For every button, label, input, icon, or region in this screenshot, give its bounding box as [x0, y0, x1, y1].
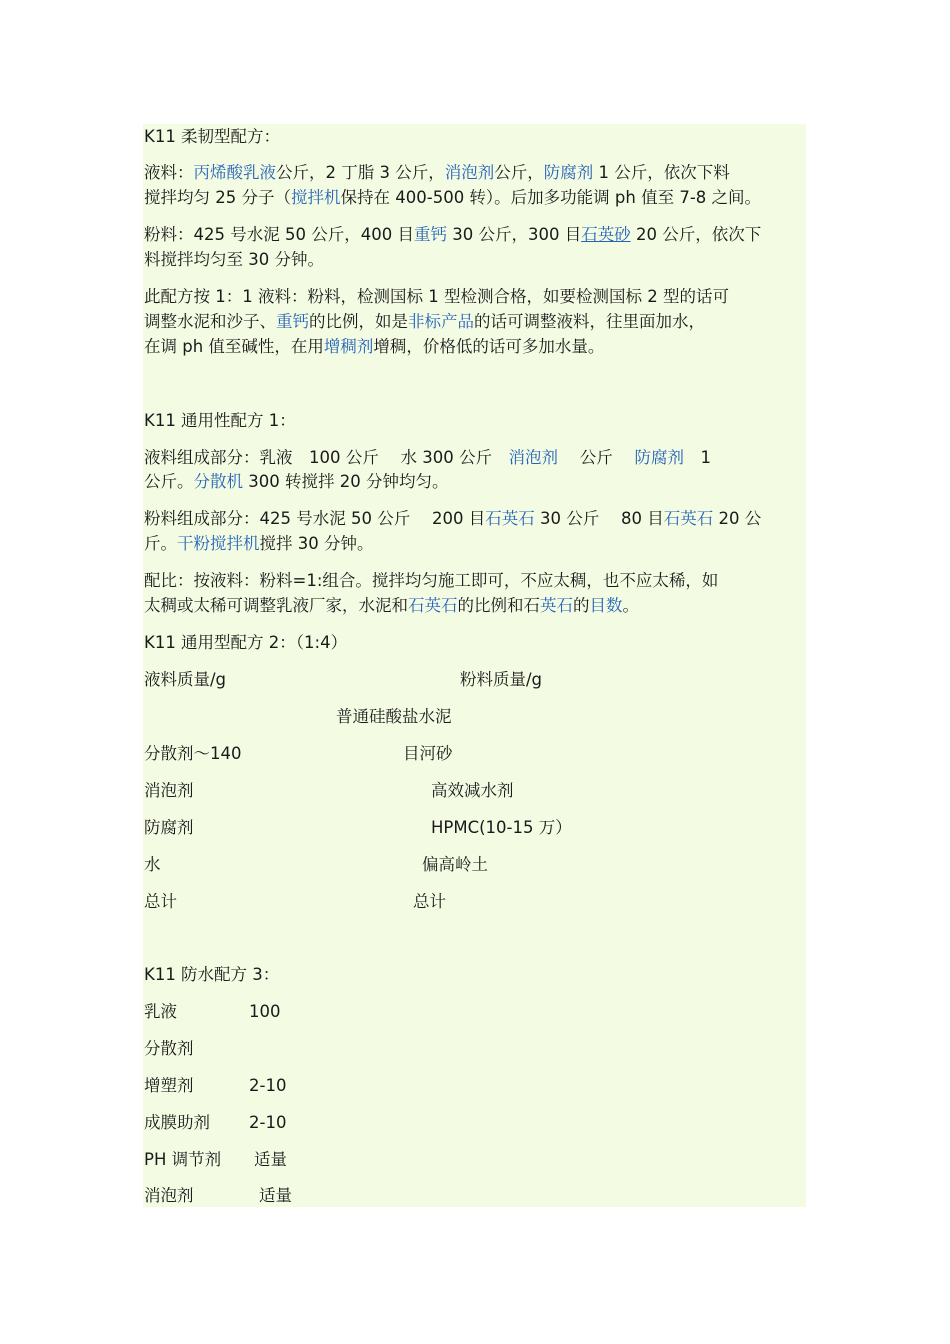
link-heavy-calcium[interactable]: 重钙 [413, 225, 447, 244]
list-item-name: 乳液 [144, 1002, 177, 1021]
section3-title: K11 通用型配方 2：（1:4） [144, 633, 348, 652]
list-item-name: PH 调节剂 [144, 1150, 222, 1169]
link-thickener[interactable]: 增稠剂 [323, 337, 374, 356]
list-item-name: 成膜助剂 [144, 1113, 210, 1132]
s2-line4: 斤。干粉搅拌机搅拌 30 分钟。 [144, 534, 374, 553]
table-row-right: 总计 [413, 892, 446, 911]
list-item-value: 适量 [254, 1150, 287, 1169]
link-defoamer-2[interactable]: 消泡剂 [508, 448, 558, 467]
list-item-value: 100 [249, 1002, 281, 1021]
link-mesh-number[interactable]: 目数 [589, 596, 623, 615]
s2-line5: 配比：按液料：粉料=1:组合。搅拌均匀施工即可，不应太稠，也不应太稀，如 [144, 571, 719, 590]
table-row-left: 总计 [144, 892, 177, 911]
list-item-name: 消泡剂 [144, 1186, 194, 1205]
link-acrylic-emulsion[interactable]: 丙烯酸乳液 [193, 163, 276, 182]
link-mixer[interactable]: 搅拌机 [291, 188, 341, 207]
liquid-mass-header: 液料质量/g [144, 670, 227, 689]
table-row-left: 水 [144, 855, 161, 874]
link-quartz-stone-4[interactable]: 英石 [540, 596, 573, 615]
link-quartz-sand[interactable]: 石英砂 [581, 225, 631, 244]
s2-line6: 太稠或太稀可调整乳液厂家，水泥和石英石的比例和石英石的目数。 [144, 596, 639, 615]
table-row-left: 防腐剂 [144, 818, 194, 837]
s1-line6: 调整水泥和沙子、重钙的比例，如是非标产品的话可调整液料，往里面加水， [144, 312, 705, 331]
list-item-value: 适量 [259, 1186, 292, 1205]
section4-title: K11 防水配方 3： [144, 965, 280, 984]
link-defoamer[interactable]: 消泡剂 [444, 163, 495, 182]
list-item-name: 分散剂 [144, 1039, 194, 1058]
s1-line2: 搅拌均匀 25 分子（搅拌机保持在 400-500 转）。后加多功能调 ph 值至 7-8 之间。 [144, 188, 762, 207]
table-row-right: 高效减水剂 [431, 781, 514, 800]
cement-row: 普通硅酸盐水泥 [336, 707, 452, 726]
s1-line5: 此配方按 1：1 液料：粉料，检测国标 1 型检测合格，如要检测国标 2 型的话可 [144, 287, 729, 306]
table-row-right: HPMC(10-15 万） [431, 818, 572, 837]
link-preservative-2[interactable]: 防腐剂 [634, 448, 684, 467]
table-row-left: 分散剂～140 [144, 744, 242, 763]
s1-line7: 在调 ph 值至碱性，在用增稠剂增稠，价格低的话可多加水量。 [144, 337, 605, 356]
table-row-right: 偏高岭土 [422, 855, 488, 874]
s2-line1: 液料组成部分：乳液 100 公斤 水 300 公斤 消泡剂 公斤 防腐剂 1 [144, 448, 711, 467]
s2-line3: 粉料组成部分：425 号水泥 50 公斤 200 目石英石 30 公斤 80 目石英石 20 公 [144, 509, 762, 528]
link-quartz-stone-2[interactable]: 石英石 [663, 509, 714, 528]
link-preservative[interactable]: 防腐剂 [543, 163, 594, 182]
section2-title: K11 通用性配方 1： [144, 411, 296, 430]
link-disperser[interactable]: 分散机 [193, 472, 243, 491]
s2-line2: 公斤。分散机 300 转搅拌 20 分钟均匀。 [144, 472, 449, 491]
list-item-value: 2-10 [249, 1076, 287, 1095]
powder-mass-header: 粉料质量/g [460, 670, 543, 689]
table-row-right: 目河砂 [403, 744, 453, 763]
link-quartz-stone-3[interactable]: 石英石 [408, 596, 458, 615]
link-non-standard-product[interactable]: 非标产品 [408, 312, 474, 331]
section1-title: K11 柔韧型配方： [144, 127, 281, 146]
s1-line1: 液料：丙烯酸乳液公斤，2 丁脂 3 公斤，消泡剂公斤，防腐剂 1 公斤，依次下料 [144, 163, 730, 182]
link-dry-powder-mixer[interactable]: 干粉搅拌机 [177, 534, 260, 553]
list-item-value: 2-10 [249, 1113, 287, 1132]
link-heavy-calcium-2[interactable]: 重钙 [276, 312, 309, 331]
table-row-left: 消泡剂 [144, 781, 194, 800]
s1-line4: 料搅拌均匀至 30 分钟。 [144, 250, 324, 269]
link-quartz-stone[interactable]: 石英石 [485, 509, 535, 528]
list-item-name: 增塑剂 [144, 1076, 194, 1095]
s1-line3: 粉料：425 号水泥 50 公斤，400 目重钙 30 公斤，300 目石英砂 20 公斤，依次下 [144, 225, 762, 244]
